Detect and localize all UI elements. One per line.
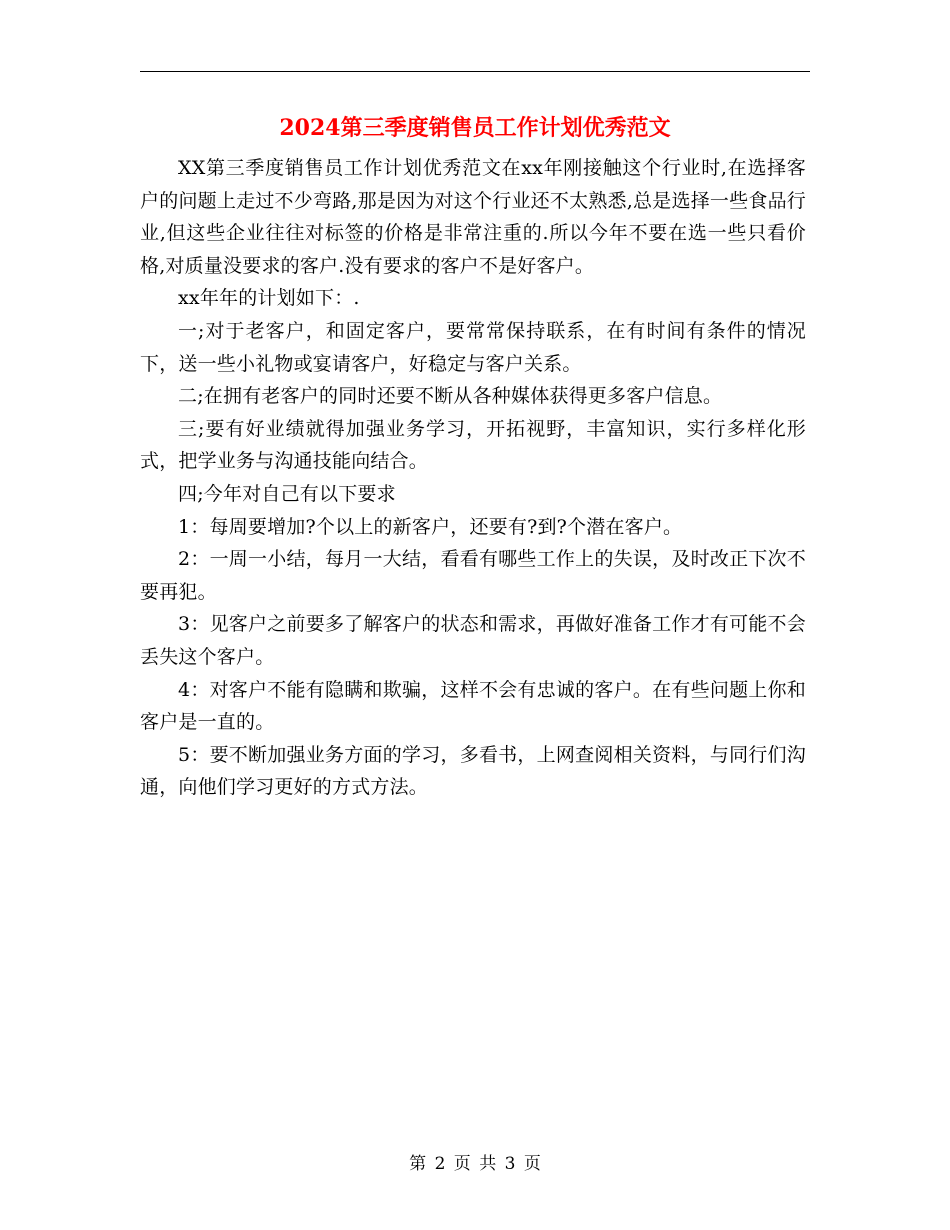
document-body bbox=[140, 152, 806, 804]
paragraph-item-3: 三;要有好业绩就得加强业务学习，开拓视野，丰富知识，实行多样化形式，把学业务与沟通技能向结合。 bbox=[140, 417, 806, 473]
paragraph-item-2: 二;在拥有老客户的同时还要不断从各种媒体获得更多客户信息。 bbox=[178, 385, 723, 408]
paragraph-intro: XX第三季度销售员工作计划优秀范文在xx年刚接触这个行业时,在选择客户的问题上走过不少弯路,那是因为对这个行业还不太熟悉,总是选择一些食品行业,但这些企业往往对标签的价格是非常注重的.所以今年不要在选一些只看价格,对质量没要求的客户.没有要求的客户不是好客户。 bbox=[140, 157, 806, 277]
paragraph-requirement-5: 5：要不断加强业务方面的学习，多看书，上网查阅相关资料，与同行们沟通，向他们学习更好的方式方法。 bbox=[140, 743, 806, 799]
paragraph-requirement-3: 3：见客户之前要多了解客户的状态和需求，再做好准备工作才有可能不会丢失这个客户。 bbox=[140, 613, 806, 668]
paragraph-requirement-1: 1：每周要增加?个以上的新客户，还要有?到?个潜在客户。 bbox=[178, 515, 683, 538]
paragraph-requirement-4: 4：对客户不能有隐瞒和欺骗，这样不会有忠诚的客户。在有些问题上你和客户是一直的。 bbox=[140, 678, 806, 734]
page-number: 第 2 页 共 3 页 bbox=[409, 1154, 541, 1174]
paragraph-requirement-2: 2：一周一小结，每月一大结，看看有哪些工作上的失误，及时改正下次不要再犯。 bbox=[140, 548, 806, 603]
paragraph-item-1: 一;对于老客户，和固定客户，要常常保持联系，在有时间有条件的情况下，送一些小礼物或宴请客户，好稳定与客户关系。 bbox=[140, 319, 806, 375]
paragraph-item-4: 四;今年对自己有以下要求 bbox=[178, 482, 396, 505]
document-title: 2024第三季度销售员工作计划优秀范文 bbox=[279, 115, 671, 141]
paragraph-plan-heading: xx年年的计划如下：. bbox=[178, 287, 360, 310]
header-rule bbox=[140, 71, 810, 72]
